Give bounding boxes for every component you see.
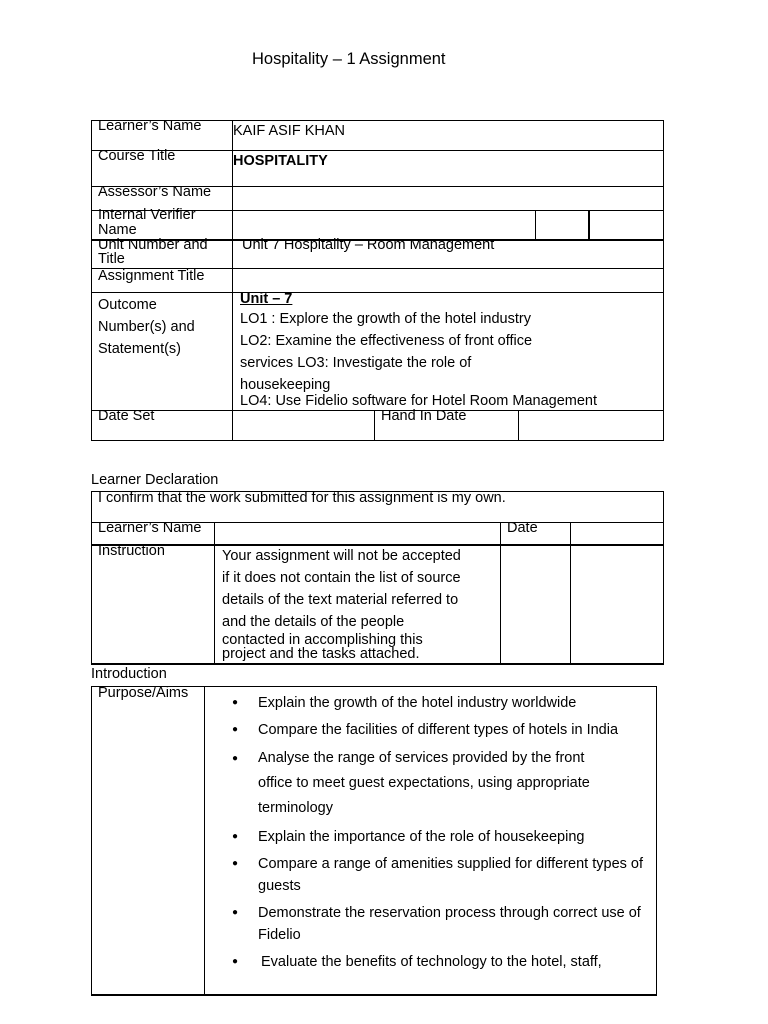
bullet-icon: ● (232, 858, 239, 869)
outcome-heading: Unit – 7 (240, 291, 293, 307)
list-item (232, 826, 654, 848)
declaration-heading: Learner Declaration (91, 472, 219, 488)
learner-name-label: Learner’s Name (98, 118, 202, 134)
row-line (91, 410, 664, 411)
list-item (232, 692, 654, 714)
unit-label-line1: Unit Number and (98, 237, 208, 253)
hand-in-date-label: Hand In Date (381, 408, 467, 424)
learning-outcomes (240, 308, 532, 396)
outcome-label-line: Outcome (98, 297, 157, 313)
lo-line: LO4: Use Fidelio software for Hotel Room Management (240, 393, 598, 409)
introduction-heading: Introduction (91, 666, 167, 682)
learner-name-value: KAIF ASIF KHAN (233, 123, 345, 139)
bullet-icon: ● (232, 956, 239, 967)
cell-divider (214, 522, 215, 664)
lo-line: housekeeping (240, 377, 331, 393)
lo-line: services LO3: Investigate the role of (240, 355, 472, 371)
declaration-learner-name-label: Learner’s Name (98, 520, 202, 536)
row-line (91, 663, 664, 665)
lo-line: LO1 : Explore the growth of the hotel industry (240, 311, 531, 327)
verifier-label-line2: Name (98, 222, 137, 238)
instruction-line: if it does not contain the list of source (222, 570, 461, 586)
instruction-line: contacted in accomplishing this (222, 632, 423, 648)
outcome-label-line: Statement(s) (98, 341, 181, 357)
aim-text: Evaluate the benefits of technology to the hotel, staff, (261, 954, 602, 970)
list-item (232, 719, 654, 741)
instruction-line: Your assignment will not be accepted (222, 548, 461, 564)
aim-text: Demonstrate the reservation process through correct use of Fidelio (258, 905, 641, 943)
bullet-icon: ● (232, 724, 239, 735)
list-item (232, 902, 654, 946)
list-item (232, 951, 654, 973)
row-line (91, 292, 664, 293)
aims-list (232, 692, 654, 978)
page-title: Hospitality – 1 Assignment (252, 50, 446, 68)
list-item (232, 853, 654, 897)
bullet-icon: ● (232, 907, 239, 918)
cell-divider (518, 410, 519, 441)
cell-divider (500, 522, 501, 664)
unit-label-line2: Title (98, 251, 125, 267)
course-title-value: HOSPITALITY (233, 153, 328, 169)
aim-text: Compare a range of amenities supplied for different types of guests (258, 856, 644, 894)
instruction-label: Instruction (98, 543, 165, 559)
aim-text: Explain the growth of the hotel industry worldwide (258, 695, 577, 711)
date-set-label: Date Set (98, 408, 155, 424)
unit-value: Unit 7 Hospitality – Room Management (242, 237, 495, 253)
cell-divider (374, 410, 375, 441)
verifier-label-line1: Internal Verifier (98, 207, 196, 223)
bullet-icon: ● (232, 753, 239, 764)
outcome-label (98, 294, 195, 360)
cell-divider (204, 686, 205, 996)
declaration-statement: I confirm that the work submitted for this assignment is my own. (98, 490, 506, 506)
row-line (91, 150, 664, 151)
aim-text: Analyse the range of services provided by the front office to meet guest expectations, using appropriate terminology (258, 750, 590, 816)
instruction-text (222, 545, 461, 633)
list-item (232, 746, 598, 821)
bullet-icon: ● (232, 697, 239, 708)
instruction-line: project and the tasks attached. (222, 646, 420, 662)
cell-divider (535, 210, 536, 239)
cell-divider (570, 522, 571, 664)
aim-text: Explain the importance of the role of housekeeping (258, 829, 585, 845)
cell-divider (588, 210, 590, 239)
instruction-line: details of the text material referred to (222, 592, 459, 608)
assignment-title-label: Assignment Title (98, 268, 205, 284)
aim-text: Compare the facilities of different types of hotels in India (258, 722, 619, 738)
assessor-name-label: Assessor’s Name (98, 184, 212, 200)
instruction-line: and the details of the people (222, 614, 405, 630)
lo-line: LO2: Examine the effectiveness of front office (240, 333, 533, 349)
course-title-label: Course Title (98, 148, 176, 164)
declaration-date-label: Date (507, 520, 538, 536)
outcome-label-line: Number(s) and (98, 319, 195, 335)
bullet-icon: ● (232, 831, 239, 842)
purpose-aims-label: Purpose/Aims (98, 685, 189, 701)
